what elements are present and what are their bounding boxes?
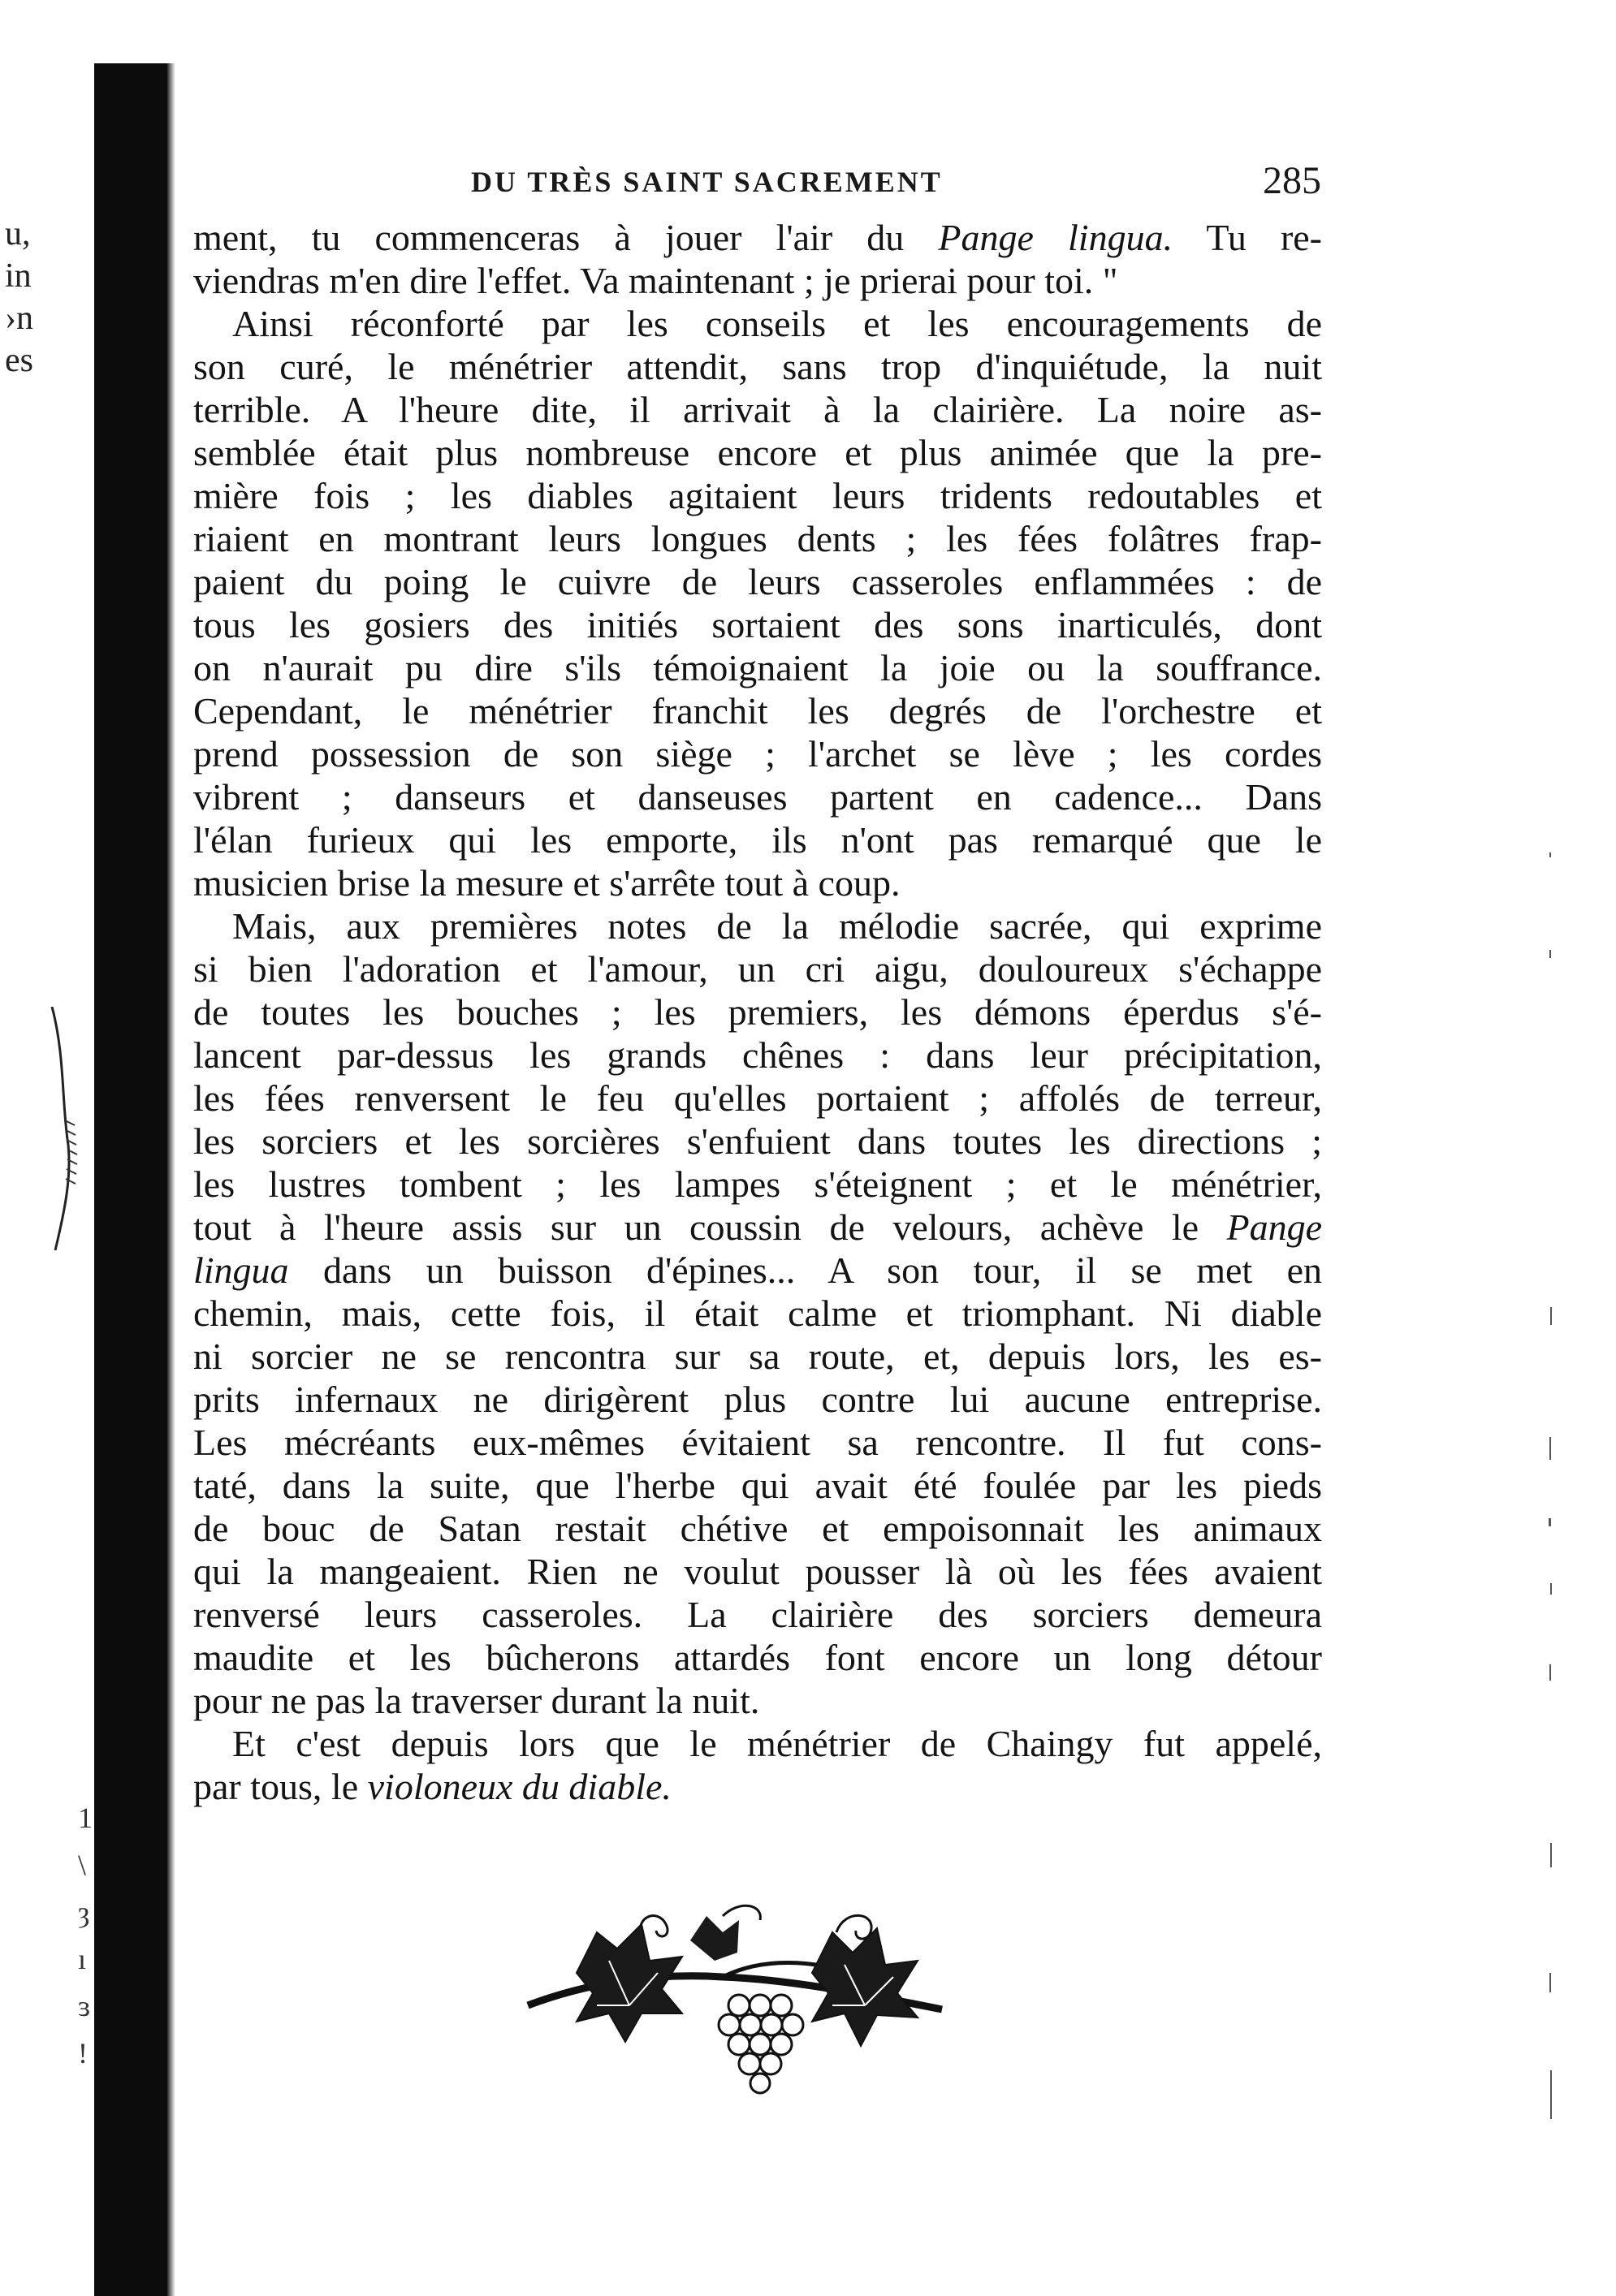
text-line <box>193 1550 1322 1593</box>
text-run: taté, dans la suite, que l'herbe qui avait été foulée par les pieds <box>193 1465 1322 1506</box>
low-mark: ȝ <box>78 1896 90 1928</box>
text-line <box>193 1679 1322 1722</box>
text-run: l'élan furieux qui les emporte, ils n'ont pas remarqué que le <box>193 819 1322 861</box>
italic-run: violoneux du diable. <box>367 1766 672 1807</box>
text-line <box>193 990 1322 1034</box>
italic-run: Pange lingua. <box>938 217 1173 258</box>
page-number: 285 <box>1263 159 1321 202</box>
facing-fragment: ›n <box>5 300 33 337</box>
grapevine-fleuron-icon <box>520 1884 958 2103</box>
facing-fragment: in <box>5 257 32 295</box>
text-line <box>193 1765 1322 1808</box>
text-line <box>193 861 1322 904</box>
text-run: riaient en montrant leurs longues dents ; les fées folâtres frap- <box>193 518 1322 559</box>
italic-run: Pange <box>1226 1206 1322 1248</box>
text-line <box>193 818 1322 861</box>
running-head: DU TRÈS SAINT SACREMENT <box>471 166 943 198</box>
text-run: ni sorcier ne se rencontra sur sa route, et, depuis lors, les es- <box>193 1336 1322 1377</box>
text-run: pour ne pas la traverser durant la nuit. <box>193 1680 760 1721</box>
text-line <box>193 904 1322 947</box>
text-run: semblée était plus nombreuse encore et plus animée que la pre- <box>193 432 1322 473</box>
text-line <box>193 603 1322 646</box>
text-line <box>193 302 1322 345</box>
text-line <box>193 1507 1322 1550</box>
binding-edge <box>167 63 175 2296</box>
text-line <box>193 259 1322 302</box>
text-line <box>193 1163 1322 1206</box>
text-run: Les mécréants eux-mêmes évitaient sa rencontre. Il fut cons- <box>193 1422 1322 1463</box>
text-line <box>193 689 1322 732</box>
text-run: terrible. A l'heure dite, il arrivait à la clairière. La noire as- <box>193 389 1322 430</box>
text-run: vibrent ; danseurs et danseuses partent en cadence... Dans <box>193 776 1322 818</box>
text-run: viendras m'en dire l'effet. Va maintenant ; je prierai pour toi. " <box>193 260 1118 301</box>
text-run: tous les gosiers des initiés sortaient des sons inarticulés, dont <box>193 604 1322 645</box>
text-run: les sorciers et les sorcières s'enfuient dans toutes les directions ; <box>193 1120 1322 1162</box>
right-edge-specks <box>1543 852 1559 2192</box>
text-run: prits infernaux ne dirigèrent plus contre lui aucune entreprise. <box>193 1379 1322 1420</box>
text-line <box>193 775 1322 818</box>
text-run: les lustres tombent ; les lampes s'éteignent ; et le ménétrier, <box>193 1163 1322 1205</box>
text-line <box>193 1636 1322 1679</box>
facing-fragment: es <box>5 342 33 379</box>
text-line <box>193 216 1322 259</box>
text-run: Tu re- <box>1173 217 1322 258</box>
text-run: de toutes les bouches ; les premiers, les démons éperdus s'é- <box>193 991 1322 1033</box>
text-line <box>193 474 1322 517</box>
text-line <box>193 1722 1322 1765</box>
low-mark: 1 <box>78 1802 93 1834</box>
low-mark: ɜ <box>78 1990 91 2022</box>
italic-run: lingua <box>193 1249 289 1291</box>
text-line <box>193 431 1322 474</box>
text-line <box>193 1378 1322 1421</box>
paragraph <box>193 302 1322 904</box>
binding-shadow <box>94 63 172 2296</box>
text-line <box>193 1464 1322 1507</box>
text-run: qui la mangeaient. Rien ne voulut pousser là où les fées avaient <box>193 1551 1322 1592</box>
text-line <box>193 1077 1322 1120</box>
text-line <box>193 560 1322 603</box>
text-run: dans un buisson d'épines... A son tour, il se met en <box>288 1249 1322 1291</box>
low-mark: \ <box>78 1849 87 1881</box>
facing-fragment: u, <box>5 215 31 252</box>
text-line <box>193 947 1322 990</box>
text-run: par tous, le <box>193 1766 368 1807</box>
paragraph <box>193 216 1322 302</box>
facing-page-low-marks <box>78 1794 93 2077</box>
text-run: Et c'est depuis lors que le ménétrier de Chaingy fut appelé, <box>232 1723 1322 1764</box>
paragraph <box>193 1722 1322 1808</box>
text-run: on n'aurait pu dire s'ils témoignaient la joie ou la souffrance. <box>193 647 1322 688</box>
text-line <box>193 732 1322 775</box>
text-line <box>193 1120 1322 1163</box>
text-run: renversé leurs casseroles. La clairière des sorciers demeura <box>193 1594 1322 1635</box>
text-line <box>193 1034 1322 1077</box>
text-run: Mais, aux premières notes de la mélodie sacrée, qui exprime <box>232 905 1322 947</box>
low-mark: ! <box>78 2037 88 2069</box>
text-run: Ainsi réconforté par les conseils et les encouragements de <box>232 303 1322 344</box>
text-run: lancent par-dessus les grands chênes : dans leur précipitation, <box>193 1034 1322 1076</box>
text-line <box>193 388 1322 431</box>
text-line <box>193 1335 1322 1378</box>
text-line <box>193 517 1322 560</box>
text-run: si bien l'adoration et l'amour, un cri aigu, douloureux s'échappe <box>193 948 1322 990</box>
text-run: les fées renversent le feu qu'elles portaient ; affolés de terreur, <box>193 1077 1322 1119</box>
text-line <box>193 1292 1322 1335</box>
text-run: de bouc de Satan restait chétive et empoisonnait les animaux <box>193 1508 1322 1549</box>
low-mark: ı <box>78 1943 87 1975</box>
paragraph <box>193 904 1322 1722</box>
text-line <box>193 1206 1322 1249</box>
text-run: musicien brise la mesure et s'arrête tout à coup. <box>193 862 901 904</box>
text-line <box>193 646 1322 689</box>
text-run: paient du poing le cuivre de leurs casseroles enflammées : de <box>193 561 1322 602</box>
facing-page-fragments <box>5 213 33 382</box>
text-line <box>193 1593 1322 1636</box>
text-run: prend possession de son siège ; l'archet se lève ; les cordes <box>193 733 1322 775</box>
text-line <box>193 1421 1322 1464</box>
text-line <box>193 345 1322 388</box>
text-run: mière fois ; les diables agitaient leurs tridents redoutables et <box>193 475 1322 516</box>
text-run: son curé, le ménétrier attendit, sans trop d'inquiétude, la nuit <box>193 346 1322 387</box>
text-run: ment, tu commenceras à jouer l'air du <box>193 217 939 258</box>
text-run: tout à l'heure assis sur un coussin de velours, achève le <box>193 1206 1227 1248</box>
margin-bracket-mark <box>47 1007 80 1250</box>
text-line <box>193 1249 1322 1292</box>
text-run: chemin, mais, cette fois, il était calme et triomphant. Ni diable <box>193 1293 1322 1334</box>
text-run: Cependant, le ménétrier franchit les degrés de l'orchestre et <box>193 690 1322 732</box>
text-run: maudite et les bûcherons attardés font encore un long détour <box>193 1637 1322 1678</box>
body-text <box>193 216 1322 1808</box>
